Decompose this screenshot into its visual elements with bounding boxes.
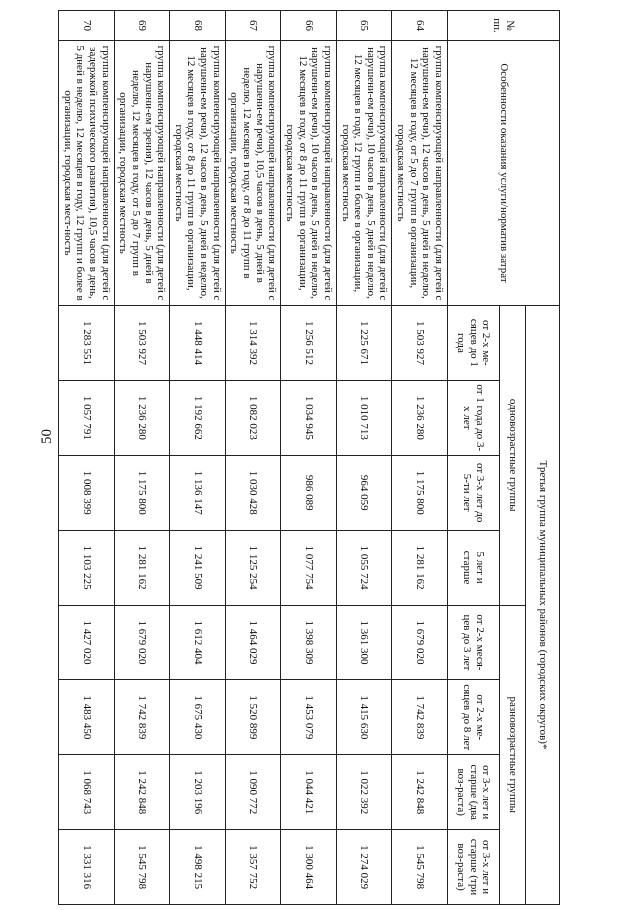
row-description: группа компенсирующей направленности (для детей с нарушени-ем зрения), 12 часов в день, 5 дней в неделю, 12 месяцев в году, от 5 до 7 групп в организации, городская местность — [114, 41, 170, 306]
cost-value-cell: 1 090 772 — [225, 755, 281, 830]
cost-value-cell: 1 281 162 — [114, 530, 170, 605]
cost-value-cell: 1 503 927 — [392, 306, 448, 381]
row-description: группа компенсирующей направленности (для детей с нарушени-ем речи), 10 часов в день, 5 дней в неделю, 12 месяцев в году, от 8 до 11 групп в организации, городская местность — [281, 41, 337, 306]
page-number: 50 — [39, 429, 55, 444]
rotated-table-container — [61, 10, 560, 905]
header-number: № пп. — [448, 11, 560, 41]
cost-value-cell: 1 675 430 — [170, 680, 226, 755]
row-number: 70 — [59, 11, 115, 41]
cost-value-cell: 1 545 798 — [392, 830, 448, 905]
cost-value-cell: 1 679 020 — [392, 605, 448, 680]
row-number: 69 — [114, 11, 170, 41]
cost-value-cell: 1 136 147 — [170, 455, 226, 530]
subheader-age-1: от 2-х ме-сяцев до 1 года — [448, 306, 500, 381]
subheader-age-2: от 1 года до 3-х лет — [448, 380, 500, 455]
row-number: 66 — [281, 11, 337, 41]
subheader-age-5: от 2-х меся-цев до 3 лет — [448, 605, 500, 680]
cost-value-cell: 1 398 309 — [281, 605, 337, 680]
cost-value-cell: 1 030 428 — [225, 455, 281, 530]
cost-value-cell: 1 022 392 — [336, 755, 392, 830]
cost-value-cell: 1 300 464 — [281, 830, 337, 905]
subheader-age-7: от 3-х лет и старше (два воз-раста) — [448, 755, 500, 830]
cost-value-cell: 1 225 671 — [336, 306, 392, 381]
cost-value-cell: 1 612 404 — [170, 605, 226, 680]
cost-value-cell: 1 057 791 — [59, 380, 115, 455]
cost-value-cell: 1 125 254 — [225, 530, 281, 605]
cost-value-cell: 1 175 800 — [114, 455, 170, 530]
cost-value-cell: 1 103 225 — [59, 530, 115, 605]
cost-value-cell: 1 236 280 — [392, 380, 448, 455]
cost-value-cell: 1 281 162 — [392, 530, 448, 605]
cost-value-cell: 1 314 392 — [225, 306, 281, 381]
row-number: 65 — [336, 11, 392, 41]
table-row — [336, 11, 392, 905]
cost-value-cell: 1 274 029 — [336, 830, 392, 905]
cost-value-cell: 1 427 020 — [59, 605, 115, 680]
cost-value-cell: 1 008 399 — [59, 455, 115, 530]
header-mixed-age: разновозрастные группы — [500, 605, 526, 905]
cost-value-cell: 1 679 020 — [114, 605, 170, 680]
cost-value-cell: 1 203 196 — [170, 755, 226, 830]
cost-value-cell: 1 331 316 — [59, 830, 115, 905]
cost-value-cell: 1 055 724 — [336, 530, 392, 605]
row-description: группа компенсирующей направленности (для детей с задержкой психического развития), 10,5 часов в день, 5 дней в неделю, 12 месяцев в году, 12 групп и более в организации, городская мест-ность — [59, 41, 115, 306]
cost-value-cell: 1 082 023 — [225, 380, 281, 455]
cost-value-cell: 1 044 421 — [281, 755, 337, 830]
subheader-age-3: от 3-х лет до 5-ти лет — [448, 455, 500, 530]
cost-value-cell: 1 283 551 — [59, 306, 115, 381]
row-description: группа компенсирующей направленности (для детей с нарушени-ем речи), 10 часов в день, 5 дней в неделю, 12 месяцев в году, 12 групп и более в организации, городская местность — [336, 41, 392, 306]
table-row — [170, 11, 226, 905]
cost-value-cell: 1 498 215 — [170, 830, 226, 905]
table-row — [59, 11, 115, 905]
row-description: группа компенсирующей направленности (для детей с нарушени-ем речи), 12 часов в день, 5 дней в неделю, 12 месяцев в году, от 5 до 7 групп в организации, городская местность — [392, 41, 448, 306]
cost-value-cell: 1 415 630 — [336, 680, 392, 755]
row-description: группа компенсирующей направленности (для детей с нарушени-ем речи), 12 часов в день, 5 дней в неделю, 12 месяцев в году, от 8 до 11 групп в организации, городская местность — [170, 41, 226, 306]
cost-value-cell: 1 464 029 — [225, 605, 281, 680]
subheader-age-6: от 2-х ме-сяцев до 8 лет — [448, 680, 500, 755]
cost-value-cell: 1 453 079 — [281, 680, 337, 755]
cost-value-cell: 1 483 450 — [59, 680, 115, 755]
cost-value-cell: 1 175 800 — [392, 455, 448, 530]
subheader-age-4: 5 лет и старше — [448, 530, 500, 605]
cost-value-cell: 1 742 839 — [392, 680, 448, 755]
table-row — [392, 11, 448, 905]
cost-value-cell: 1 010 713 — [336, 380, 392, 455]
subheader-age-8: от 3-х лет и старше (три воз-раста) — [448, 830, 500, 905]
cost-value-cell: 1 361 300 — [336, 605, 392, 680]
cost-value-cell: 1 448 414 — [170, 306, 226, 381]
row-number: 68 — [170, 11, 226, 41]
cost-value-cell: 1 545 798 — [114, 830, 170, 905]
cost-standards-table — [58, 10, 560, 905]
header-group-title: Третья группа муниципальных районов (городских округов)* — [526, 306, 560, 905]
cost-value-cell: 1 236 280 — [114, 380, 170, 455]
table-row — [281, 11, 337, 905]
cost-value-cell: 1 034 945 — [281, 380, 337, 455]
cost-value-cell: 1 520 899 — [225, 680, 281, 755]
cost-value-cell: 1 242 848 — [114, 755, 170, 830]
header-description: Особенности оказания услуги/норматив затрат — [448, 41, 560, 306]
table-row — [225, 11, 281, 905]
header-single-age: одновозрастные группы — [500, 306, 526, 606]
cost-value-cell: 1 503 927 — [114, 306, 170, 381]
cost-value-cell: 1 241 509 — [170, 530, 226, 605]
row-number: 67 — [225, 11, 281, 41]
cost-value-cell: 1 242 848 — [392, 755, 448, 830]
cost-value-cell: 1 077 754 — [281, 530, 337, 605]
cost-value-cell: 1 357 752 — [225, 830, 281, 905]
cost-value-cell: 1 742 839 — [114, 680, 170, 755]
row-number: 64 — [392, 11, 448, 41]
cost-value-cell: 1 256 512 — [281, 306, 337, 381]
row-description: группа компенсирующей направленности (для детей с нарушени-ем речи), 10,5 часов в день, 5 дней в неделю, 12 месяцев в году, от 8 до 11 групп в организации, городская местность — [225, 41, 281, 306]
cost-value-cell: 1 068 743 — [59, 755, 115, 830]
cost-value-cell: 964 059 — [336, 455, 392, 530]
cost-value-cell: 986 089 — [281, 455, 337, 530]
cost-value-cell: 1 192 662 — [170, 380, 226, 455]
table-row — [114, 11, 170, 905]
